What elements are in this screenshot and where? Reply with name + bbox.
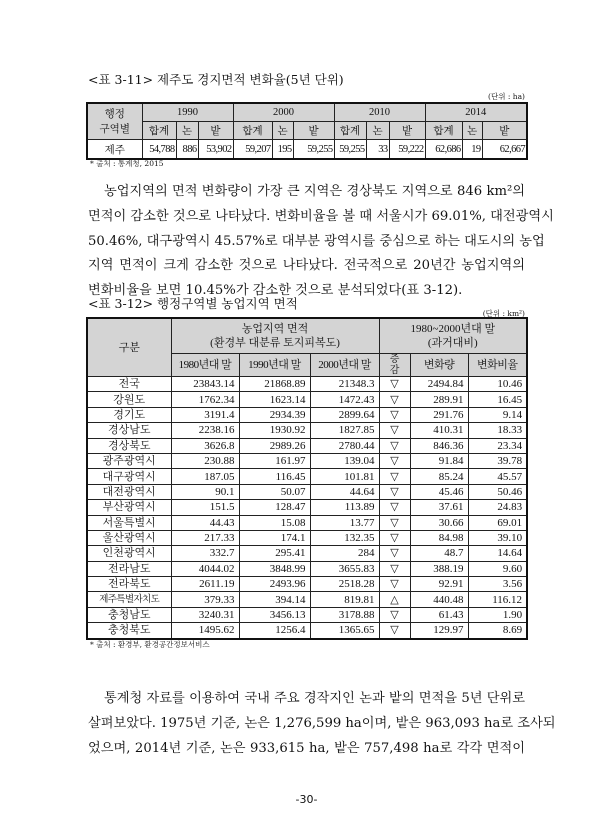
subheader-cell: 증 감 [379,354,410,377]
value-cell: 45.46 [410,484,468,499]
value-cell: 116.12 [468,592,527,607]
value-cell: 59,222 [389,140,425,160]
value-cell: 44.64 [310,484,379,499]
subheader-cell: 논 [272,122,293,140]
trend-icon: ▽ [379,423,410,438]
value-cell: 3191.4 [171,407,239,422]
value-cell: 8.69 [468,623,527,639]
paragraph-line: 농업지역의 면적 변화량이 가장 큰 지역은 경상북도 지역으로 846 km²의 [104,184,525,199]
subheader-cell: 밭 [389,122,425,140]
trend-icon: ▽ [379,607,410,622]
region-name-cell: 경기도 [87,407,171,422]
paragraph-2 [88,687,556,761]
value-cell: 85.24 [410,469,468,484]
trend-icon: △ [379,592,410,607]
value-cell: 388.19 [410,561,468,576]
value-cell: 62,667 [482,140,527,160]
value-cell: 1762.34 [171,392,239,407]
value-cell: 2493.96 [239,577,310,592]
paragraph-line: 지역 면적이 크게 감소한 것으로 나타났다. 전국적으로 20년간 농업지역의 [88,258,525,274]
table-row [87,577,527,592]
value-cell: 21348.3 [310,377,379,392]
trend-icon: ▽ [379,407,410,422]
value-cell: 9.60 [468,561,527,576]
value-cell: 217.33 [171,530,239,545]
region-name-cell: 서울특별시 [87,515,171,530]
subheader-cell: 합계 [334,122,366,140]
subheader-cell: 합계 [425,122,462,140]
value-cell: 1.90 [468,607,527,622]
subheader-cell: 논 [366,122,389,140]
value-cell: 410.31 [410,423,468,438]
page-number: -30- [295,793,318,806]
year-header-cell: 2010 [334,103,425,122]
value-cell: 295.41 [239,546,310,561]
table-row [87,140,527,160]
value-cell: 846.36 [410,438,468,453]
value-cell: 33 [366,140,389,160]
table-row [87,469,527,484]
trend-icon: ▽ [379,530,410,545]
table-3-11-unit: (단위 : ha) [488,92,525,101]
value-cell: 4044.02 [171,561,239,576]
region-name-cell: 제주 [87,140,142,160]
column-group-header: 구분 [87,318,171,377]
value-cell: 101.81 [310,469,379,484]
trend-icon: ▽ [379,469,410,484]
value-cell: 1495.62 [171,623,239,639]
trend-icon: ▽ [379,484,410,499]
value-cell: 48.7 [410,546,468,561]
value-cell: 195 [272,140,293,160]
subheader-cell: 합계 [233,122,272,140]
region-name-cell: 전라남도 [87,561,171,576]
value-cell: 50.07 [239,484,310,499]
paragraph-line: 통계청 자료를 이용하여 국내 주요 경작지인 논과 밭의 면적을 5년 단위로 [104,691,525,706]
trend-icon: ▽ [379,515,410,530]
year-header-cell: 2000 [233,103,334,122]
value-cell: 151.5 [171,500,239,515]
value-cell: 9.14 [468,407,527,422]
value-cell: 3456.13 [239,607,310,622]
region-name-cell: 대구광역시 [87,469,171,484]
value-cell: 3626.8 [171,438,239,453]
value-cell: 3178.88 [310,607,379,622]
region-name-cell: 제주특별자치도 [87,592,171,607]
value-cell: 21868.89 [239,377,310,392]
region-name-cell: 울산광역시 [87,530,171,545]
trend-icon: ▽ [379,500,410,515]
group-header-change: 1980~2000년대 말 (과거대비) [379,318,527,354]
value-cell: 23.34 [468,438,527,453]
value-cell: 291.76 [410,407,468,422]
table-row [87,377,527,392]
value-cell: 92.91 [410,577,468,592]
subheader-cell: 밭 [482,122,527,140]
value-cell: 2494.84 [410,377,468,392]
region-name-cell: 부산광역시 [87,500,171,515]
value-cell: 69.01 [468,515,527,530]
trend-icon: ▽ [379,623,410,639]
value-cell: 50.46 [468,484,527,499]
region-name-cell: 충청북도 [87,623,171,639]
region-name-cell: 충청남도 [87,607,171,622]
year-header-cell: 2014 [425,103,527,122]
region-name-cell: 강원도 [87,392,171,407]
subheader-cell: 변화량 [410,354,468,377]
region-name-cell: 경상북도 [87,438,171,453]
value-cell: 3240.31 [171,607,239,622]
table-3-11-caption: <표 3-11> 제주도 경지면적 변화율(5년 단위) [88,72,344,87]
table-3-12-source: * 출처 : 환경부, 환경공간정보서비스 [90,640,210,649]
value-cell: 30.66 [410,515,468,530]
trend-icon: ▽ [379,561,410,576]
value-cell: 1472.43 [310,392,379,407]
value-cell: 1623.14 [239,392,310,407]
value-cell: 44.43 [171,515,239,530]
paragraph-line: 변화비율을 보면 10.45%가 감소한 것으로 분석되었다(표 3-12). [88,283,463,299]
value-cell: 139.04 [310,453,379,468]
value-cell: 16.45 [468,392,527,407]
table-3-12-caption: <표 3-12> 행정구역별 농업지역 면적 [88,296,298,311]
trend-icon: ▽ [379,577,410,592]
region-name-cell: 대전광역시 [87,484,171,499]
trend-icon: ▽ [379,438,410,453]
table-row [87,623,527,639]
value-cell: 53,902 [198,140,233,160]
value-cell: 84.98 [410,530,468,545]
value-cell: 187.05 [171,469,239,484]
value-cell: 39.10 [468,530,527,545]
subheader-row [87,122,527,140]
subheader-cell: 1980년대 말 [171,354,239,377]
table-row [87,484,527,499]
value-cell: 230.88 [171,453,239,468]
value-cell: 1365.65 [310,623,379,639]
subheader-cell: 논 [176,122,198,140]
value-cell: 132.35 [310,530,379,545]
value-cell: 3848.99 [239,561,310,576]
value-cell: 19 [462,140,482,160]
table-row [87,530,527,545]
value-cell: 3.56 [468,577,527,592]
value-cell: 39.78 [468,453,527,468]
table-row [87,438,527,453]
value-cell: 129.97 [410,623,468,639]
value-cell: 886 [176,140,198,160]
value-cell: 37.61 [410,500,468,515]
subheader-cell: 변화비율 [468,354,527,377]
value-cell: 1930.92 [239,423,310,438]
table-row [87,592,527,607]
subheader-cell: 합계 [142,122,176,140]
trend-icon: ▽ [379,453,410,468]
value-cell: 289.91 [410,392,468,407]
subheader-cell: 논 [462,122,482,140]
table-3-12-unit: (단위 : km²) [482,309,525,318]
value-cell: 59,255 [293,140,334,160]
value-cell: 128.47 [239,500,310,515]
value-cell: 174.1 [239,530,310,545]
value-cell: 1827.85 [310,423,379,438]
value-cell: 59,255 [334,140,366,160]
table-3-12 [86,317,528,640]
value-cell: 2989.26 [239,438,310,453]
table-3-11 [86,102,528,160]
subheader-cell: 밭 [293,122,334,140]
subheader-cell: 1990년대 말 [239,354,310,377]
table-row [87,607,527,622]
table-row [87,392,527,407]
paragraph-line: 50.46%, 대구광역시 45.57%로 대부분 광역시를 중심으로 하는 대도시의 농업 [88,233,545,249]
value-cell: 2518.28 [310,577,379,592]
value-cell: 394.14 [239,592,310,607]
value-cell: 2934.39 [239,407,310,422]
region-name-cell: 전국 [87,377,171,392]
trend-icon: ▽ [379,546,410,561]
paragraph-line: 면적이 감소한 것으로 나타났다. 변화비율을 볼 때 서울시가 69.01%, 대전광역시 [88,208,554,224]
value-cell: 24.83 [468,500,527,515]
value-cell: 13.77 [310,515,379,530]
group-header-area: 농업지역 면적 (환경부 대분류 토지피복도) [171,318,379,354]
table-row [87,407,527,422]
value-cell: 2780.44 [310,438,379,453]
table-3-11-source: * 출처 : 통계청, 2015 [90,159,164,168]
value-cell: 10.46 [468,377,527,392]
table-row [87,500,527,515]
table-row [87,423,527,438]
subheader-cell: 밭 [198,122,233,140]
value-cell: 2899.64 [310,407,379,422]
value-cell: 15.08 [239,515,310,530]
value-cell: 23843.14 [171,377,239,392]
paragraph-line: 었으며, 2014년 기준, 논은 933,615 ha, 밭은 757,498 ha로 각각 면적이 [88,740,525,756]
region-name-cell: 광주광역시 [87,453,171,468]
region-name-cell: 경상남도 [87,423,171,438]
table-row [87,561,527,576]
header-row [87,103,527,122]
paragraph-1 [88,180,554,304]
value-cell: 91.84 [410,453,468,468]
value-cell: 161.97 [239,453,310,468]
trend-icon: ▽ [379,377,410,392]
value-cell: 116.45 [239,469,310,484]
year-header-cell: 1990 [142,103,233,122]
trend-icon: ▽ [379,392,410,407]
value-cell: 62,686 [425,140,462,160]
value-cell: 61.43 [410,607,468,622]
value-cell: 113.89 [310,500,379,515]
value-cell: 2611.19 [171,577,239,592]
row-header-cell: 행정 구역별 [87,103,142,140]
value-cell: 90.1 [171,484,239,499]
value-cell: 819.81 [310,592,379,607]
region-name-cell: 인천광역시 [87,546,171,561]
value-cell: 59,207 [233,140,272,160]
table-row [87,515,527,530]
subheader-cell: 2000년대 말 [310,354,379,377]
value-cell: 54,788 [142,140,176,160]
value-cell: 14.64 [468,546,527,561]
value-cell: 45.57 [468,469,527,484]
value-cell: 332.7 [171,546,239,561]
value-cell: 2238.16 [171,423,239,438]
value-cell: 284 [310,546,379,561]
value-cell: 3655.83 [310,561,379,576]
paragraph-line: 살펴보았다. 1975년 기준, 논은 1,276,599 ha이며, 밭은 963,093 ha로 조사되 [88,715,556,731]
table-row [87,453,527,468]
table-row [87,546,527,561]
value-cell: 1256.4 [239,623,310,639]
region-name-cell: 전라북도 [87,577,171,592]
value-cell: 18.33 [468,423,527,438]
value-cell: 379.33 [171,592,239,607]
header-row [87,318,527,354]
value-cell: 440.48 [410,592,468,607]
